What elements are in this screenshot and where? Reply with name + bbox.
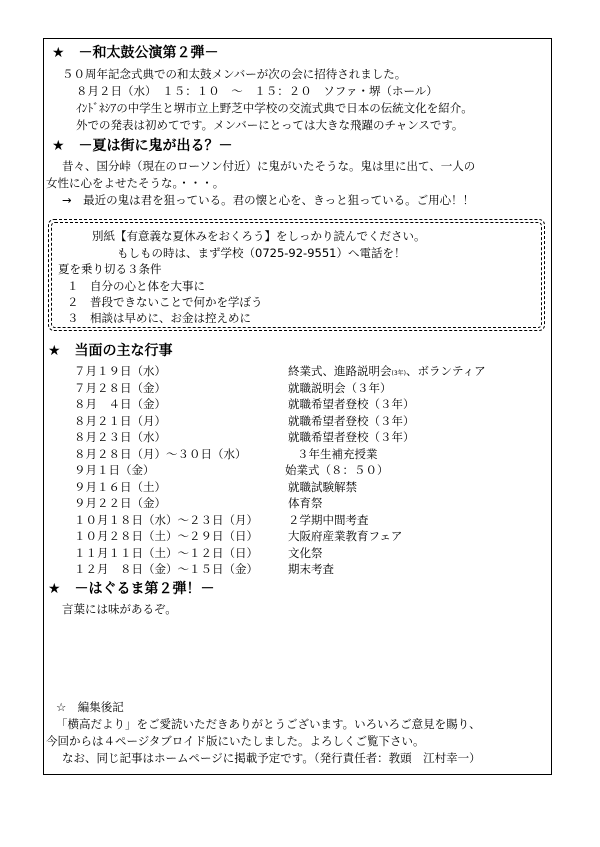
section-title-oni: ★ －夏は街に鬼が出る？－	[52, 138, 233, 154]
section-title-events: ★ 当面の主な行事	[48, 343, 173, 359]
event-date: ７月２８日（金）	[74, 381, 166, 395]
event-date: １０月２８日（土）～２９日（日）	[74, 529, 258, 543]
notice-item-1: １ 自分の心と体を大事に	[67, 279, 205, 293]
event-date: ９月１６日（土）	[74, 480, 166, 494]
section-title-taiko: ★ －和太鼓公演第２弾－	[52, 45, 219, 61]
event-name: 就職希望者登校（３年）	[288, 430, 415, 444]
notice-item-2: ２ 普段できないことで何かを学ぼう	[67, 295, 263, 309]
event-date: ８月２１日（月）	[74, 414, 166, 428]
event-date: １２月 ８日（金）～１５日（金）	[74, 562, 258, 576]
notice-line-1: 別紙【有意義な夏休みをおくろう】をしっかり読んでください。	[92, 229, 426, 243]
event-date: ８月 ４日（金）	[74, 397, 166, 411]
taiko-line-3: ｲﾝﾄﾞﾈｼｱの中学生と堺市立上野芝中学校の交流式典で日本の伝統文化を紹介。	[76, 101, 473, 115]
notice-line-2: もしもの時は、まず学校（0725-92-9551）へ電話を！	[117, 246, 406, 260]
event-name: 期末考査	[288, 562, 334, 576]
event-date: １０月１８日（水）～２３日（月）	[74, 513, 258, 527]
notice-line-3: 夏を乗り切る３条件	[58, 262, 162, 276]
event-date: １１月１１日（土）～１２日（日）	[74, 546, 258, 560]
taiko-line-2: ８月２日（水） １５：１０ ～ １５：２０ ソファ・堺（ホール）	[76, 84, 438, 98]
oni-line-3: → 最近の鬼は君を狙っている。君の懐と心を、きっと狙っている。ご用心！！	[62, 193, 475, 207]
notice-item-3: ３ 相談は早めに、お金は控えめに	[67, 311, 251, 325]
event-name: 就職試験解禁	[288, 480, 357, 494]
event-name: 体育祭	[288, 496, 323, 510]
editor-note-line-2: 今回からは４ページタブロイド版にいたしました。よろしくご覧下さい。	[46, 734, 425, 748]
editor-note-line-1: 「横高だより」をご愛読いただきありがとうございます。いろいろご意見を賜り、	[56, 717, 481, 731]
taiko-line-1: ５０周年記念式典での和太鼓メンバーが次の会に招待されました。	[62, 67, 407, 81]
event-name: 大阪府産業教育フェア	[288, 529, 403, 543]
event-name: 就職説明会（３年）	[288, 381, 392, 395]
oni-line-2: 女性に心をよせたそうな。・・・。	[46, 176, 225, 190]
event-name: ２学期中間考査	[288, 513, 369, 527]
event-name: 就職希望者登校（３年）	[288, 397, 415, 411]
oni-line-1: 昔々、国分峠（現在のローソン付近）に鬼がいたそうな。鬼は里に出て、一人の	[62, 159, 476, 173]
editor-note-title: ☆ 編集後記	[56, 700, 124, 714]
event-date: ７月１９日（水）	[74, 364, 166, 378]
event-date: ９月１日（金）	[74, 463, 155, 477]
event-name: 終業式、進路説明会(3年)、ボランティア	[288, 364, 486, 378]
event-date: ８月２３日（水）	[74, 430, 166, 444]
event-name: 就職希望者登校（３年）	[288, 414, 415, 428]
taiko-line-4: 外での発表は初めてです。メンバーにとっては大きな飛躍のチャンスです。	[76, 118, 464, 132]
event-name: 始業式（８：５０）	[285, 463, 389, 477]
editor-note-line-3: なお、同じ記事はホームページに掲載予定です。（発行責任者：教頭 江村幸一）	[62, 751, 481, 765]
event-date: ８月２８日（月）～３０日（水）	[74, 447, 247, 461]
event-name: ３年生補充授業	[297, 447, 378, 461]
event-name: 文化祭	[288, 546, 323, 560]
section-title-haguruma: ★ －はぐるま第２弾！－	[48, 581, 215, 597]
haguruma-line-1: 言葉には味があるぞ。	[62, 602, 177, 616]
event-date: ９月２２日（金）	[74, 496, 166, 510]
